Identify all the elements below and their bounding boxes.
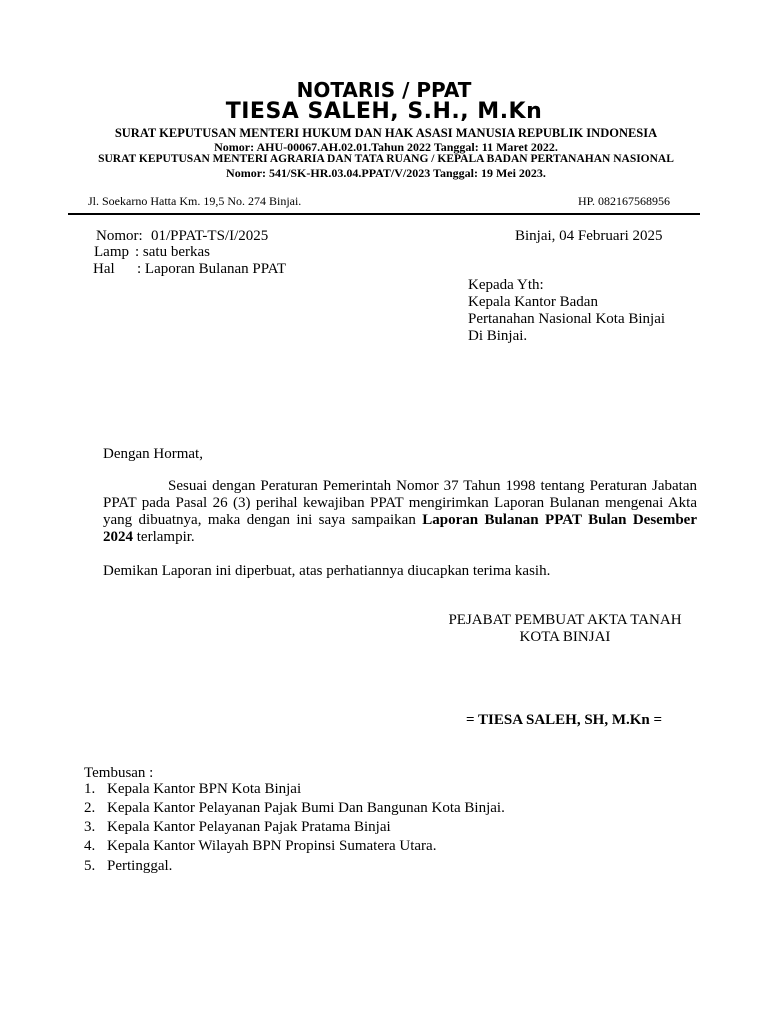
recipient-greeting: Kepada Yth: bbox=[468, 277, 544, 293]
subject-row bbox=[93, 261, 286, 278]
attachment-row bbox=[94, 244, 210, 261]
signatory-title-1: PEJABAT PEMBUAT AKTA TANAH bbox=[448, 612, 682, 628]
list-item-text: Kepala Kantor Wilayah BPN Propinsi Sumatera Utara. bbox=[107, 838, 437, 854]
subject-label: Hal bbox=[93, 261, 115, 277]
list-item-number: 2. bbox=[84, 800, 96, 816]
body-paragraph-end: terlampir. bbox=[136, 529, 195, 545]
body-paragraph-text: Sesuai dengan Peraturan Pemerintah Nomor 37 Tahun 1998 tentang Peraturan Jabatan PPAT pada Pasal 26 (3) perihal kewajiban PPAT mengirimkan Laporan Bulanan mengenai Akta yang dibuatnya, maka dengan ini saya sampaikan bbox=[103, 478, 697, 528]
decree-2-title: SURAT KEPUTUSAN MENTERI AGRARIA DAN TATA RUANG / KEPALA BADAN PERTANAHAN NASIONAL bbox=[98, 153, 674, 165]
decree-2-number: Nomor: 541/SK-HR.03.04.PPAT/V/2023 Tanggal: 19 Mei 2023. bbox=[226, 166, 546, 180]
list-item bbox=[84, 819, 391, 836]
recipient-line-2: Pertanahan Nasional Kota Binjai bbox=[468, 311, 666, 327]
list-item-text: Kepala Kantor BPN Kota Binjai bbox=[107, 781, 302, 797]
office-phone: HP. 082167568956 bbox=[578, 194, 671, 208]
list-item bbox=[84, 838, 436, 855]
attachment-value: : satu berkas bbox=[135, 244, 210, 260]
closing-sentence: Demikan Laporan ini diperbuat, atas perhatiannya diucapkan terima kasih. bbox=[103, 563, 551, 579]
letter-number-value: 01/PPAT-TS/I/2025 bbox=[151, 228, 269, 244]
letterhead-office-title: NOTARIS / PPAT bbox=[296, 78, 472, 102]
list-item bbox=[84, 858, 172, 875]
office-address: Jl. Soekarno Hatta Km. 19,5 No. 274 Binjai. bbox=[88, 194, 302, 208]
list-item bbox=[84, 781, 301, 798]
letter-number-label: Nomor: bbox=[96, 228, 143, 244]
list-item-number: 4. bbox=[84, 838, 96, 854]
cc-heading: Tembusan : bbox=[84, 765, 154, 781]
body-paragraph-bold: Laporan Bulanan PPAT Bulan Desember 2024 bbox=[103, 512, 697, 545]
list-item-number: 5. bbox=[84, 858, 96, 874]
list-item-number: 1. bbox=[84, 781, 96, 797]
subject-value: : Laporan Bulanan PPAT bbox=[137, 261, 287, 277]
decree-1-title: SURAT KEPUTUSAN MENTERI HUKUM DAN HAK ASASI MANUSIA REPUBLIK INDONESIA bbox=[114, 126, 658, 140]
place-date: Binjai, 04 Februari 2025 bbox=[515, 228, 663, 244]
signatory-name: = TIESA SALEH, SH, M.Kn = bbox=[466, 712, 663, 728]
salutation: Dengan Hormat, bbox=[103, 446, 203, 462]
letter-number-row bbox=[96, 228, 268, 245]
letterhead-notary-name: TIESA SALEH, S.H., M.Kn bbox=[225, 99, 543, 124]
letterhead-divider bbox=[68, 213, 700, 215]
signatory-title-2: KOTA BINJAI bbox=[519, 629, 611, 645]
attachment-label: Lamp bbox=[94, 244, 129, 260]
list-item-text: Kepala Kantor Pelayanan Pajak Bumi Dan Bangunan Kota Binjai. bbox=[107, 800, 505, 816]
recipient-line-1: Kepala Kantor Badan bbox=[468, 294, 598, 310]
decree-1-number: Nomor: AHU-00067.AH.02.01.Tahun 2022 Tanggal: 11 Maret 2022. bbox=[214, 140, 558, 154]
list-item-text: Kepala Kantor Pelayanan Pajak Pratama Binjai bbox=[107, 819, 391, 835]
list-item bbox=[84, 800, 505, 817]
body-paragraph bbox=[103, 478, 697, 546]
list-item-text: Pertinggal. bbox=[107, 858, 173, 874]
list-item-number: 3. bbox=[84, 819, 96, 835]
recipient-line-3: Di Binjai. bbox=[468, 328, 528, 344]
